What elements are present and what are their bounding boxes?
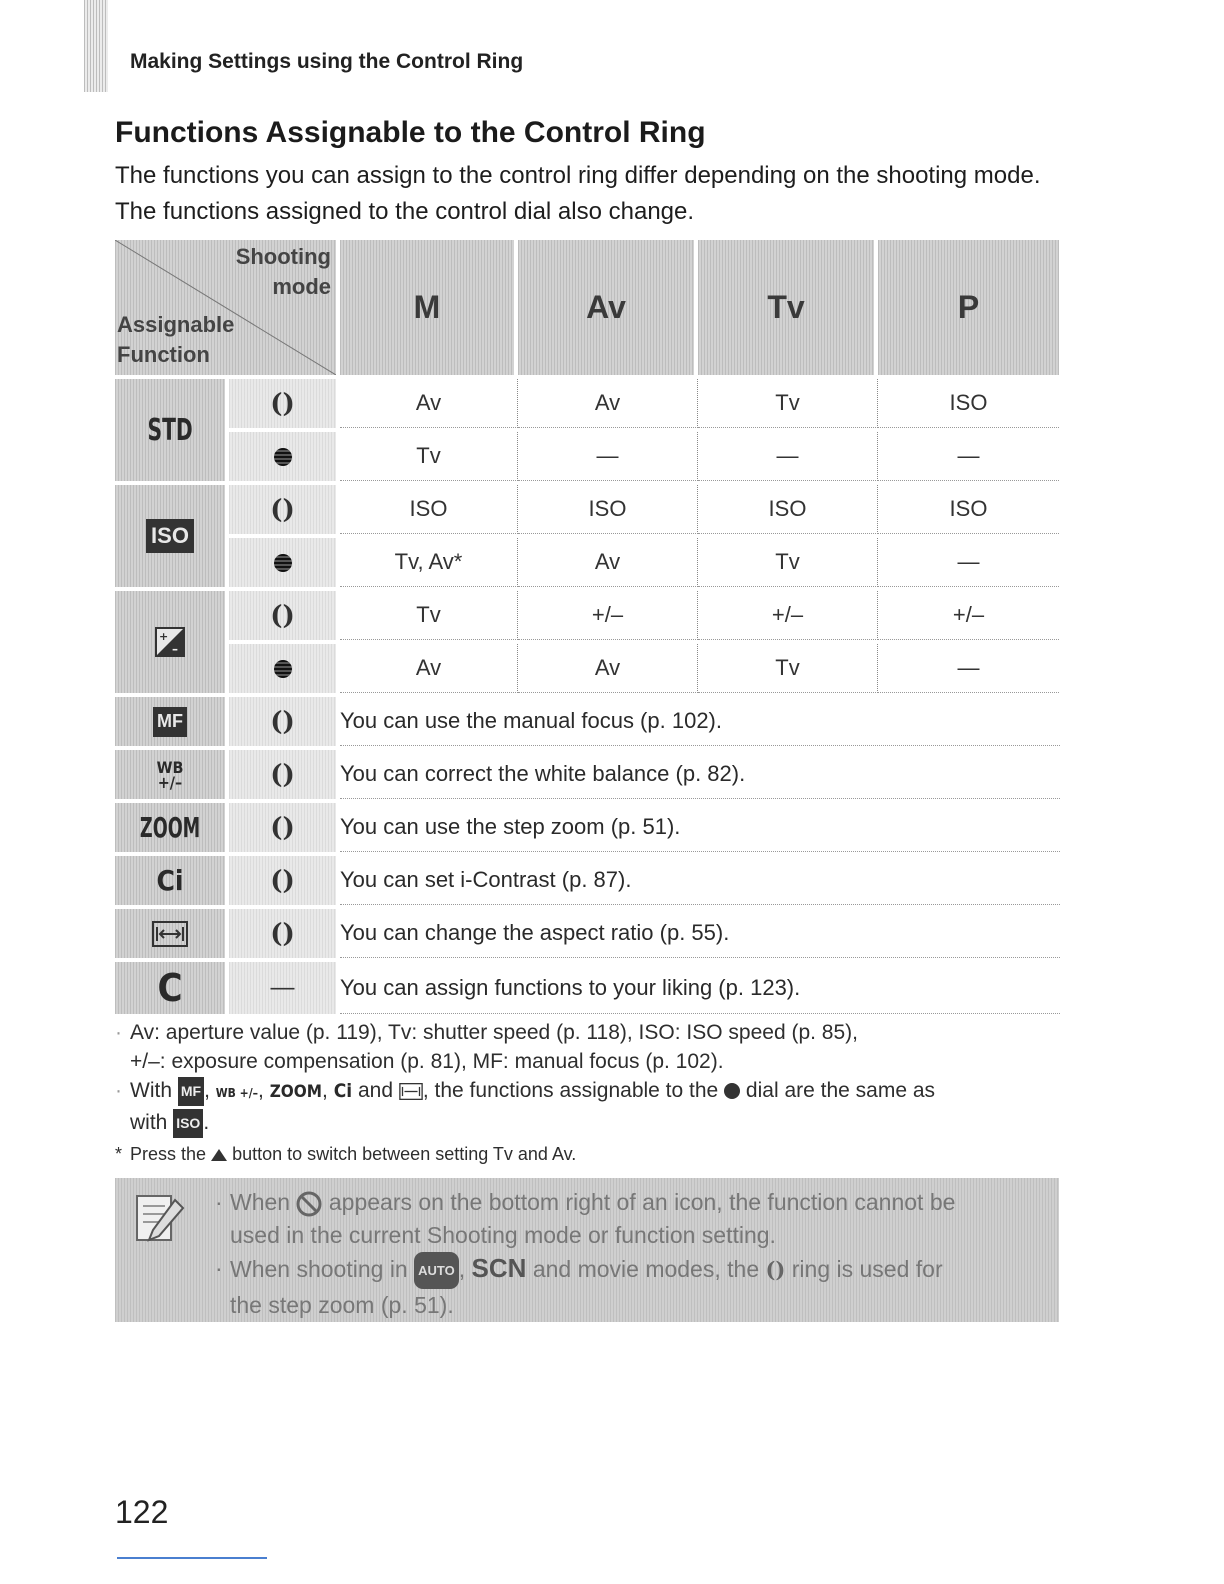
iso-icon-cell (115, 485, 225, 587)
exp-dial-av: Av (518, 644, 698, 693)
std-dial-p: — (878, 432, 1059, 481)
corner-label-mode: mode (272, 274, 331, 299)
control-dial-icon (274, 554, 292, 572)
i-contrast-icon: Ci (156, 864, 184, 897)
std-dial-m: Tv (340, 432, 518, 481)
iso-dial-av: Av (518, 538, 698, 587)
ring-cell (229, 697, 336, 746)
step-zoom-icon: ZOOM (269, 1082, 323, 1102)
corner-label-assignable: Assignable (117, 312, 235, 337)
page-number: 122 (115, 1494, 169, 1530)
iso-ring-m: ISO (340, 485, 518, 534)
control-ring-icon: () (270, 918, 295, 949)
tip-box (115, 1178, 1059, 1322)
control-dial-icon (274, 660, 292, 678)
footnotes (115, 1018, 1075, 1167)
iso-ring-tv: ISO (698, 485, 878, 534)
std-ring-tv: Tv (698, 379, 878, 428)
iso-ring-p: ISO (878, 485, 1059, 534)
tip-line-1: · When appears on the bottom right of an icon, the function cannot be used in the current Shooting mode or function setting. (215, 1189, 956, 1248)
exp-ring-m: Tv (340, 591, 518, 640)
control-ring-icon: () (270, 388, 295, 419)
icontrast-description: You can set i-Contrast (p. 87). (340, 856, 1060, 905)
dial-cell (229, 644, 336, 693)
iso-dial-m: Tv, Av* (340, 538, 518, 587)
ring-cell (229, 485, 336, 534)
tip-text (215, 1186, 1055, 1322)
iso-icon: ISO (173, 1109, 203, 1138)
ring-cell (229, 856, 336, 905)
tip-line-2: · When shooting in AUTO , SCN and movie modes, the () ring is used for the step zoom (p. 51). (215, 1253, 943, 1319)
pencil-note-icon (131, 1192, 187, 1252)
manual-focus-icon: MF (153, 707, 187, 737)
custom-function-icon: C (157, 966, 183, 1010)
control-ring-icon: () (270, 706, 295, 737)
dial-cell (229, 538, 336, 587)
exposure-icon-cell (115, 591, 225, 693)
ring-cell (229, 803, 336, 852)
dial-cell (229, 432, 336, 481)
mode-header-p: P (878, 240, 1059, 375)
step-zoom-icon: ZOOM (139, 811, 201, 844)
corner-label-shooting: Shooting (235, 244, 331, 269)
not-applicable-dash: — (270, 974, 295, 1001)
iso-dial-tv: Tv (698, 538, 878, 587)
std-dial-tv: — (698, 432, 878, 481)
std-dial-av: — (518, 432, 698, 481)
control-ring-icon: () (270, 494, 295, 525)
control-ring-icon: () (270, 600, 295, 631)
scene-mode-icon: SCN (471, 1253, 527, 1283)
control-ring-icon: () (270, 759, 295, 790)
white-balance-correction-icon: WB +/– (215, 1086, 259, 1100)
manual-focus-icon: MF (178, 1077, 204, 1106)
control-ring-icon: () (270, 812, 295, 843)
mode-header-m: M (340, 240, 514, 375)
exp-ring-tv: +/– (698, 591, 878, 640)
zoom-icon-cell (115, 803, 225, 852)
control-ring-icon: () (765, 1257, 786, 1282)
ring-cell (229, 591, 336, 640)
section-header: Making Settings using the Control Ring (130, 50, 524, 73)
icontrast-icon-cell (115, 856, 225, 905)
custom-description: You can assign functions to your liking (p. 123). (340, 962, 1060, 1014)
note-abbreviations: · Av: aperture value (p. 119), Tv: shutter speed (p. 118), ISO: ISO speed (p. 85), +/–: exposure compensation (p. 81), MF: manual focus (p. 102). (115, 1021, 858, 1073)
table-corner-header (115, 240, 336, 375)
wb-icon-cell (115, 750, 225, 799)
corner-label-function: Function (117, 342, 210, 367)
note-asterisk: * Press the button to switch between setting Tv and Av. (115, 1142, 1075, 1167)
ring-cell (229, 909, 336, 958)
page-title: Functions Assignable to the Control Ring (115, 116, 706, 149)
iso-icon: ISO (146, 519, 194, 553)
chapter-tab (84, 0, 108, 92)
control-dial-icon (274, 448, 292, 466)
white-balance-correction-icon: WB +/– (156, 757, 184, 792)
note-dial-functions: · With MF , WB +/–, ZOOM, Ci and , the functions assignable to the dial are the same as with ISO . (115, 1076, 1075, 1138)
mf-icon-cell (115, 697, 225, 746)
custom-icon-cell (115, 962, 225, 1014)
up-button-icon (211, 1143, 227, 1167)
exp-ring-p: +/– (878, 591, 1059, 640)
wb-description: You can correct the white balance (p. 82). (340, 750, 1060, 799)
control-dial-icon (724, 1083, 740, 1099)
std-ring-av: Av (518, 379, 698, 428)
std-icon: STD (147, 412, 193, 448)
exposure-compensation-icon (155, 627, 185, 657)
prohibited-icon (296, 1191, 322, 1217)
std-ring-m: Av (340, 379, 518, 428)
ring-cell (229, 750, 336, 799)
i-contrast-icon: Ci (333, 1080, 353, 1102)
aspect-description: You can change the aspect ratio (p. 55). (340, 909, 1060, 958)
intro-text: The functions you can assign to the control ring differ depending on the shooting mode. The functions assigned to the control dial also change. (115, 162, 1041, 225)
dash-cell (229, 962, 336, 1014)
exp-dial-tv: Tv (698, 644, 878, 693)
mode-header-av: Av (518, 240, 694, 375)
iso-ring-av: ISO (518, 485, 698, 534)
exp-dial-p: — (878, 644, 1059, 693)
ring-cell (229, 379, 336, 428)
svg-text:+: + (159, 630, 169, 643)
control-ring-icon: () (270, 865, 295, 896)
exp-ring-av: +/– (518, 591, 698, 640)
std-ring-p: ISO (878, 379, 1059, 428)
std-icon-cell (115, 379, 225, 481)
page-number-underline (117, 1557, 267, 1559)
exp-dial-m: Av (340, 644, 518, 693)
iso-dial-p: — (878, 538, 1059, 587)
aspect-ratio-icon (152, 921, 188, 947)
svg-text:–: – (172, 642, 178, 656)
aspect-ratio-icon (399, 1083, 423, 1100)
zoom-description: You can use the step zoom (p. 51). (340, 803, 1060, 852)
aspect-icon-cell (115, 909, 225, 958)
mf-description: You can use the manual focus (p. 102). (340, 697, 1060, 746)
mode-header-tv: Tv (698, 240, 874, 375)
auto-mode-icon: AUTO (414, 1252, 459, 1289)
